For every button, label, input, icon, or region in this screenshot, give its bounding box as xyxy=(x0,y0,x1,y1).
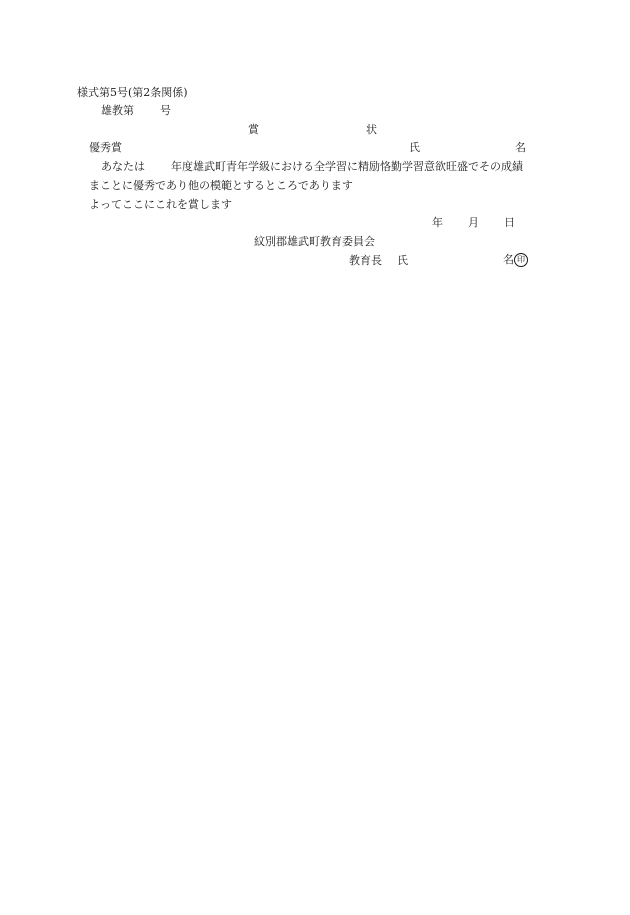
date-month-label: 月 xyxy=(468,216,479,229)
document-title-char-2: 状 xyxy=(366,123,377,136)
document-title-char-1: 賞 xyxy=(248,123,259,136)
form-reference: 様式第5号(第2条関係) xyxy=(77,86,188,99)
body-line-3: よってここにこれを賞します xyxy=(89,198,232,211)
issuer-title: 教育長 xyxy=(349,254,382,267)
document-number-suffix: 号 xyxy=(160,104,171,117)
date-day-label: 日 xyxy=(504,216,515,229)
body-line-1-prefix: あなたは xyxy=(101,160,145,173)
document-number-prefix: 雄教第 xyxy=(101,104,134,117)
recipient-name-label-1: 氏 xyxy=(409,141,420,154)
issuer-name-char: 名 xyxy=(503,253,514,266)
body-line-1: 年度雄武町青年学級における全学習に精励恪勤学習意欲旺盛でその成績 xyxy=(171,160,523,173)
seal-icon: 印 xyxy=(514,253,528,267)
issuer-name-label-2 xyxy=(503,253,528,267)
body-line-2: まことに優秀であり他の模範とするところであります xyxy=(89,179,353,192)
recipient-name-label-2: 名 xyxy=(515,141,526,154)
issuer-name-label-1: 氏 xyxy=(397,254,408,267)
date-year-label: 年 xyxy=(432,216,443,229)
award-name: 優秀賞 xyxy=(89,141,122,154)
issuer-organization: 紋別郡雄武町教育委員会 xyxy=(254,235,375,248)
